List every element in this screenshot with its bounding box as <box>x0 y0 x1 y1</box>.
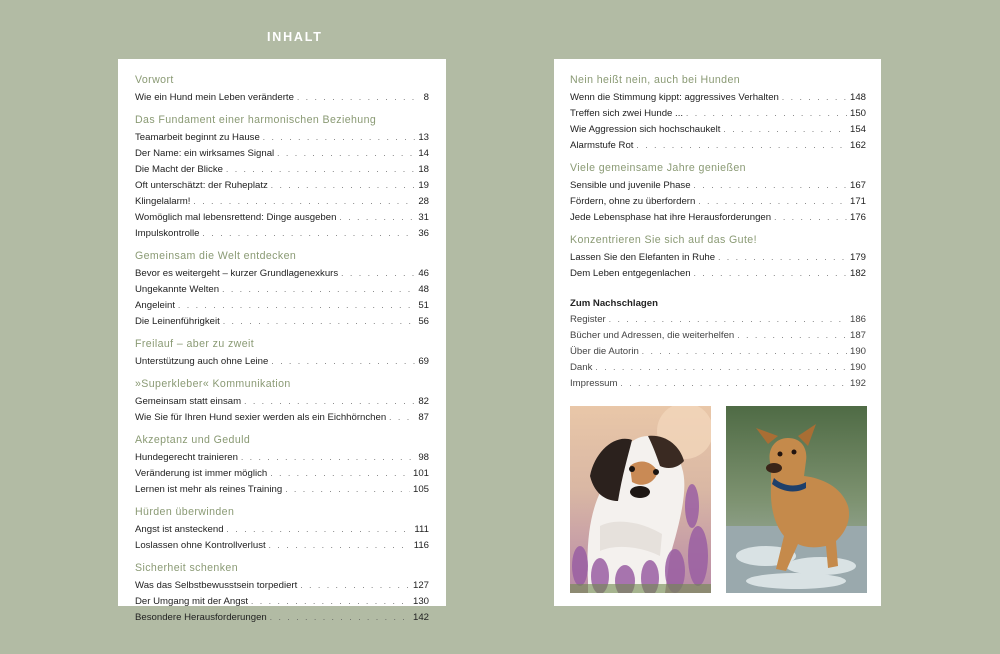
leader-dots <box>297 90 421 106</box>
section-title: Viele gemeinsame Jahre genießen <box>570 162 746 174</box>
entry-title: Über die Autorin <box>570 346 639 357</box>
section-title: Konzentrieren Sie sich auf das Gute! <box>570 234 757 246</box>
page-number: 116 <box>413 540 429 551</box>
toc-section <box>570 72 866 154</box>
page-number: 82 <box>418 396 429 407</box>
leader-dots <box>723 122 847 138</box>
page-number: 130 <box>412 596 429 607</box>
leader-dots <box>226 162 415 178</box>
toc-entry <box>135 314 429 330</box>
leader-dots <box>694 266 847 282</box>
toc-entry <box>570 210 866 226</box>
entry-title: Besondere Herausforderungen <box>135 612 267 623</box>
toc-entry <box>135 298 429 314</box>
page-number: 87 <box>418 412 429 423</box>
entry-title: Bevor es weitergeht – kurzer Grundlagenexkurs <box>135 268 339 279</box>
leader-dots <box>241 450 415 466</box>
toc-entry <box>135 578 429 594</box>
toc-entry <box>570 376 866 392</box>
toc-entry <box>135 178 429 194</box>
toc-section <box>135 112 429 242</box>
entry-title: Klingelalarm! <box>135 196 191 207</box>
australian-shepherd-photo <box>570 406 711 593</box>
toc-entry <box>135 210 429 226</box>
toc-entry <box>570 266 866 282</box>
section-title: Nein heißt nein, auch bei Hunden <box>570 74 741 86</box>
leader-dots <box>609 312 847 328</box>
entry-title: Was das Selbstbewusstsein torpediert <box>135 580 298 591</box>
toc-section <box>135 560 429 626</box>
reference-title: Zum Nachschlagen <box>570 298 658 309</box>
page-number: 36 <box>418 228 429 239</box>
entry-title: Oft unterschätzt: der Ruheplatz <box>135 180 268 191</box>
leader-dots <box>339 210 415 226</box>
leader-dots <box>271 178 416 194</box>
entry-title: Fördern, ohne zu überfordern <box>570 196 696 207</box>
page-number: 111 <box>414 524 429 535</box>
leader-dots <box>341 266 415 282</box>
entry-title: Angst ist ansteckend <box>135 524 224 535</box>
leader-dots <box>300 578 410 594</box>
entry-title: Wie Sie für Ihren Hund sexier werden als ein Eichhörnchen <box>135 412 387 423</box>
entry-title: Unterstützung auch ohne Leine <box>135 356 269 367</box>
page-number: 142 <box>412 612 429 623</box>
page-number: 48 <box>418 284 429 295</box>
entry-title: Wie Aggression sich hochschaukelt <box>570 124 721 135</box>
page-number: 8 <box>423 92 429 103</box>
page-number: 98 <box>418 452 429 463</box>
page-number: 162 <box>849 140 866 151</box>
page-number: 56 <box>418 316 429 327</box>
toc-entry <box>135 282 429 298</box>
leader-dots <box>389 410 415 426</box>
right-sections <box>570 72 866 282</box>
toc-entry <box>135 162 429 178</box>
page-number: 179 <box>849 252 866 263</box>
page-number: 190 <box>849 362 866 373</box>
entry-title: Bücher und Adressen, die weiterhelfen <box>570 330 735 341</box>
puppy-in-water-photo <box>726 406 867 593</box>
leader-dots <box>193 194 415 210</box>
toc-section <box>570 160 866 226</box>
toc-entry <box>570 328 866 344</box>
page-number: 148 <box>849 92 866 103</box>
toc-entry <box>570 194 866 210</box>
section-title: Sicherheit schenken <box>135 562 239 574</box>
leader-dots <box>223 314 416 330</box>
entry-title: Dem Leben entgegenlachen <box>570 268 691 279</box>
toc-entry <box>570 360 866 376</box>
toc-entry <box>135 266 429 282</box>
leader-dots <box>271 354 415 370</box>
leader-dots <box>782 90 847 106</box>
toc-entry <box>135 610 429 626</box>
entry-title: Veränderung ist immer möglich <box>135 468 268 479</box>
leader-dots <box>269 538 411 554</box>
page-number: 13 <box>418 132 429 143</box>
toc-entry <box>570 106 866 122</box>
toc-entry <box>135 466 429 482</box>
leader-dots <box>686 106 847 122</box>
leader-dots <box>285 482 410 498</box>
entry-title: Jede Lebensphase hat ihre Herausforderungen <box>570 212 772 223</box>
leader-dots <box>277 146 415 162</box>
page-number: 127 <box>412 580 429 591</box>
toc-entry <box>570 90 866 106</box>
page-number: 101 <box>412 468 429 479</box>
leader-dots <box>595 360 847 376</box>
toc-entry <box>135 410 429 426</box>
leader-dots <box>698 194 847 210</box>
toc-entry <box>570 250 866 266</box>
leader-dots <box>222 282 415 298</box>
leader-dots <box>642 344 847 360</box>
entry-title: Gemeinsam statt einsam <box>135 396 242 407</box>
page-number: 46 <box>418 268 429 279</box>
toc-section <box>570 232 866 282</box>
entry-title: Teamarbeit beginnt zu Hause <box>135 132 260 143</box>
entry-title: Die Macht der Blicke <box>135 164 223 175</box>
toc-section <box>135 504 429 554</box>
leader-dots <box>270 610 410 626</box>
toc-section <box>135 72 429 106</box>
toc-entry <box>135 522 429 538</box>
left-sections <box>135 72 429 626</box>
leader-dots <box>737 328 847 344</box>
toc-entry <box>135 90 429 106</box>
toc-entry <box>570 138 866 154</box>
page-number: 28 <box>418 196 429 207</box>
section-title: »Superkleber« Kommunikation <box>135 378 291 390</box>
page-number: 51 <box>418 300 429 311</box>
entry-title: Loslassen ohne Kontrollverlust <box>135 540 266 551</box>
entry-title: Impulskontrolle <box>135 228 200 239</box>
toc-entry <box>135 482 429 498</box>
leader-dots <box>227 522 412 538</box>
page-number: 182 <box>849 268 866 279</box>
toc-entry <box>570 178 866 194</box>
toc-entry <box>135 354 429 370</box>
leader-dots <box>718 250 847 266</box>
entry-title: Ungekannte Welten <box>135 284 220 295</box>
photos <box>570 406 867 593</box>
toc-section <box>135 336 429 370</box>
leader-dots <box>203 226 416 242</box>
entry-title: Der Umgang mit der Angst <box>135 596 249 607</box>
toc-entry <box>135 130 429 146</box>
page-number: 105 <box>412 484 429 495</box>
page-number: 18 <box>418 164 429 175</box>
toc-entry <box>570 344 866 360</box>
page-number: 192 <box>849 378 866 389</box>
left-contents-page <box>118 59 446 623</box>
page-number: 190 <box>849 346 866 357</box>
entry-title: Register <box>570 314 606 325</box>
leader-dots <box>636 138 847 154</box>
toc-section <box>135 432 429 498</box>
page-number: 171 <box>849 196 866 207</box>
entry-title: Wenn die Stimmung kippt: aggressives Verhalten <box>570 92 779 103</box>
page-number: 154 <box>849 124 866 135</box>
section-title: Akzeptanz und Geduld <box>135 434 251 446</box>
page-number: 31 <box>418 212 429 223</box>
leader-dots <box>178 298 415 314</box>
leader-dots <box>270 466 410 482</box>
entry-title: Die Leinenführigkeit <box>135 316 220 327</box>
right-contents-page <box>554 59 881 606</box>
entry-title: Angeleint <box>135 300 176 311</box>
toc-entry <box>135 146 429 162</box>
page-number: 176 <box>849 212 866 223</box>
leader-dots <box>620 376 847 392</box>
section-title: Hürden überwinden <box>135 506 235 518</box>
leader-dots <box>263 130 416 146</box>
toc-entry <box>135 594 429 610</box>
entry-title: Der Name: ein wirksames Signal <box>135 148 275 159</box>
page-number: 167 <box>849 180 866 191</box>
leader-dots <box>251 594 410 610</box>
entry-title: Hundegerecht trainieren <box>135 452 238 463</box>
reference-entries <box>570 312 866 392</box>
leader-dots <box>694 178 847 194</box>
toc-section <box>135 376 429 426</box>
toc-entry <box>135 226 429 242</box>
toc-entry <box>135 450 429 466</box>
toc-entry <box>135 394 429 410</box>
entry-title: Lernen ist mehr als reines Training <box>135 484 283 495</box>
toc-entry <box>570 312 866 328</box>
toc-entry <box>570 122 866 138</box>
entry-title: Sensible und juvenile Phase <box>570 180 691 191</box>
entry-title: Wie ein Hund mein Leben veränderte <box>135 92 294 103</box>
entry-title: Impressum <box>570 378 618 389</box>
section-title: Vorwort <box>135 74 174 86</box>
toc-entry <box>135 194 429 210</box>
reference-section <box>570 296 866 392</box>
section-title: Freilauf – aber zu zweit <box>135 338 255 350</box>
page-number: 150 <box>849 108 866 119</box>
contents-heading: INHALT <box>267 30 323 44</box>
page-number: 187 <box>849 330 866 341</box>
page-number: 69 <box>418 356 429 367</box>
toc-entry <box>135 538 429 554</box>
section-title: Gemeinsam die Welt entdecken <box>135 250 297 262</box>
section-title: Das Fundament einer harmonischen Beziehung <box>135 114 377 126</box>
entry-title: Treffen sich zwei Hunde ... <box>570 108 684 119</box>
entry-title: Alarmstufe Rot <box>570 140 634 151</box>
page-number: 14 <box>418 148 429 159</box>
page-number: 19 <box>418 180 429 191</box>
leader-dots <box>244 394 415 410</box>
toc-section <box>135 248 429 330</box>
entry-title: Womöglich mal lebensrettend: Dinge ausgeben <box>135 212 337 223</box>
entry-title: Dank <box>570 362 593 373</box>
entry-title: Lassen Sie den Elefanten in Ruhe <box>570 252 716 263</box>
leader-dots <box>774 210 847 226</box>
page-number: 186 <box>849 314 866 325</box>
